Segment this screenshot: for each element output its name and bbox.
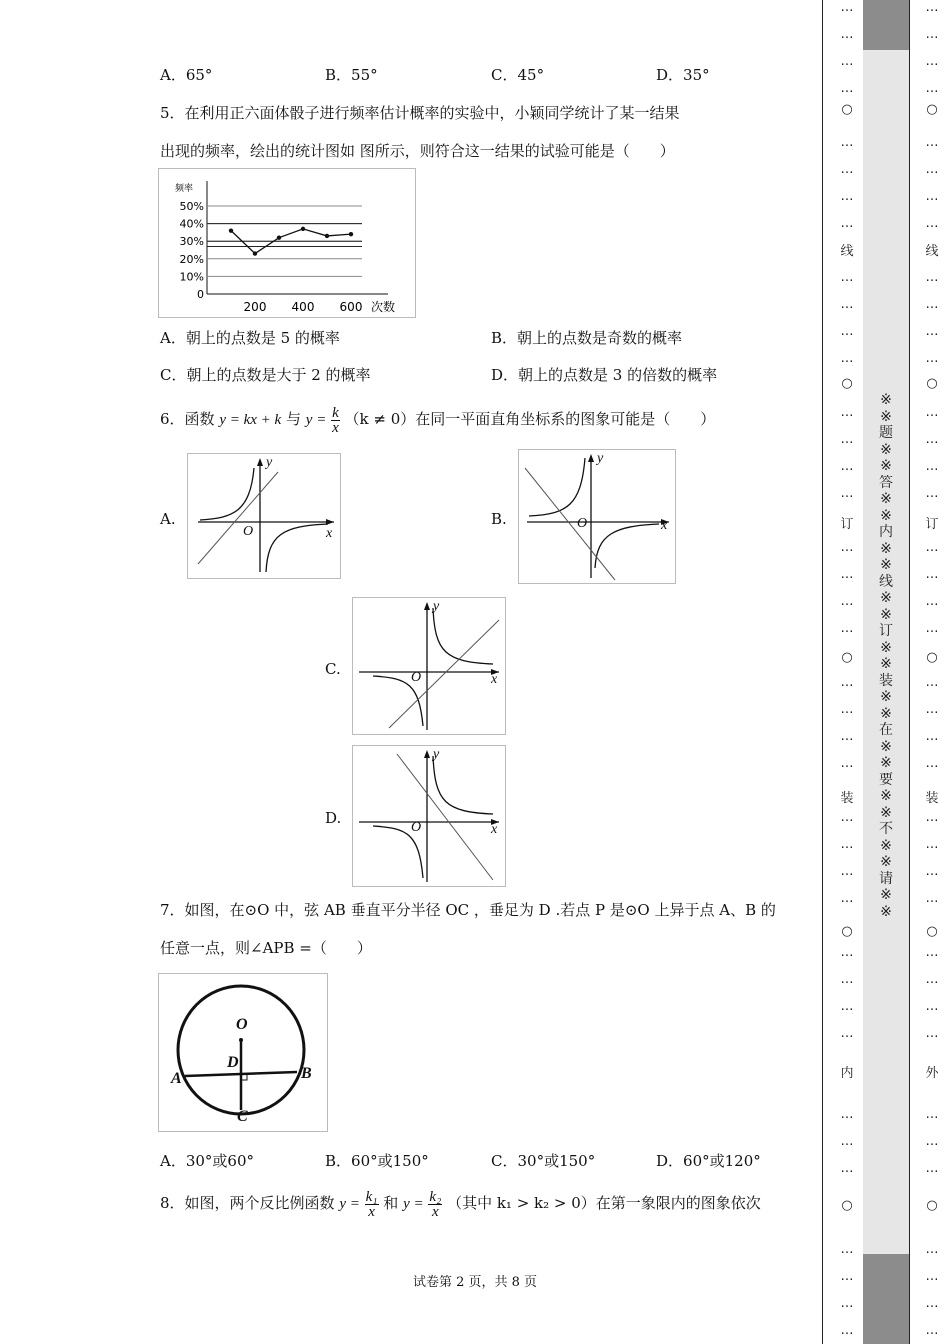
binding-circle-icon: ○ <box>926 376 938 391</box>
chart-y-tick-label: 40% <box>179 217 204 231</box>
q4-option-b: B．55° <box>325 66 378 84</box>
binding-circle-icon: ○ <box>926 1198 938 1213</box>
binding-dots: … <box>925 486 939 501</box>
chart-y-tick-label: 10% <box>179 270 204 284</box>
graph-d-y-label: y <box>433 747 440 762</box>
chart-point <box>277 235 281 239</box>
binding-dots: … <box>925 459 939 474</box>
q5-option-c: C．朝上的点数是大于 2 的概率 <box>160 366 371 384</box>
graph-c-x-label: x <box>491 672 498 687</box>
binding-dots: … <box>840 1269 854 1284</box>
graph-b-y-label: y <box>597 451 604 466</box>
binding-dots: … <box>925 135 939 150</box>
binding-dots: … <box>925 270 939 285</box>
binding-dots: … <box>925 162 939 177</box>
graph-b-x-label: x <box>661 518 668 533</box>
q8-f2-den: x <box>432 1203 439 1220</box>
binding-line-right <box>909 0 910 1344</box>
q5-option-b: B．朝上的点数是奇数的概率 <box>491 329 683 347</box>
binding-dots: … <box>925 621 939 636</box>
q6-fraction-num: k <box>332 404 339 421</box>
binding-dots: … <box>840 459 854 474</box>
binding-dots: … <box>925 432 939 447</box>
q5-stem-line2: 出现的频率，绘出的统计图如 图所示，则符合这一结果的试验可能是（ ） <box>160 142 675 160</box>
binding-dots: … <box>840 756 854 771</box>
q8-prefix: 8．如图，两个反比例函数 <box>160 1194 335 1212</box>
binding-circle-icon: ○ <box>841 650 853 665</box>
binding-dots: … <box>925 1107 939 1122</box>
binding-dots: … <box>925 702 939 717</box>
binding-circle-icon: ○ <box>926 650 938 665</box>
binding-dots: … <box>840 81 854 96</box>
binding-dots: … <box>840 405 854 420</box>
chart-x-tick-label: 200 <box>243 300 267 314</box>
binding-dots: … <box>925 864 939 879</box>
page-footer: 试卷第 2 页，共 8 页 <box>412 1275 538 1290</box>
binding-label: 内 <box>840 1066 854 1081</box>
binding-circle-icon: ○ <box>926 924 938 939</box>
graph-option-c <box>352 597 506 735</box>
graph-d-svg <box>353 746 505 886</box>
q8-and: 和 <box>383 1194 399 1212</box>
q4-option-d: D．35° <box>656 66 710 84</box>
binding-dots: … <box>840 972 854 987</box>
circle-label-d: D <box>227 1054 239 1071</box>
circle-figure <box>158 973 328 1132</box>
binding-dots: … <box>840 1107 854 1122</box>
q7-option-d: D．60°或120° <box>656 1152 761 1170</box>
binding-dots: … <box>840 540 854 555</box>
binding-dots: … <box>840 945 854 960</box>
binding-dots: … <box>840 594 854 609</box>
binding-dots: … <box>925 540 939 555</box>
chart-point <box>301 227 305 231</box>
binding-dots: … <box>840 432 854 447</box>
q5-option-a: A．朝上的点数是 5 的概率 <box>160 329 340 347</box>
chart-x-axis-label: 次数 <box>371 300 396 314</box>
binding-dots: … <box>840 729 854 744</box>
graph-b-origin: O <box>577 516 588 531</box>
binding-dots: … <box>840 270 854 285</box>
circle-label-o: O <box>236 1016 248 1033</box>
binding-dots: … <box>840 999 854 1014</box>
binding-dots: … <box>925 837 939 852</box>
graph-c-y-label: y <box>433 599 440 614</box>
binding-dots: … <box>840 675 854 690</box>
binding-dots: … <box>925 405 939 420</box>
q8-f1-lhs: y = <box>339 1196 360 1212</box>
binding-label: 装 <box>925 791 939 806</box>
binding-label: 线 <box>840 244 854 259</box>
chart-y-tick-label: 20% <box>179 252 204 266</box>
binding-dots: … <box>840 621 854 636</box>
q5-stem-line1: 5．在利用正六面体骰子进行频率估计概率的实验中，小颖同学统计了某一结果 <box>160 104 680 122</box>
graph-b-svg <box>519 450 675 583</box>
q6-fraction <box>331 406 340 435</box>
q6-label-a: A. <box>160 510 176 528</box>
binding-strip-top-block <box>863 0 909 50</box>
binding-line-left <box>822 0 823 1344</box>
chart-point <box>349 232 353 236</box>
chart-point <box>229 228 233 232</box>
q6-connector: 与 <box>285 410 301 428</box>
binding-label: 订 <box>925 517 939 532</box>
chart-y-axis-label: 频率 <box>175 184 194 194</box>
binding-dots: … <box>840 702 854 717</box>
binding-dots: … <box>840 324 854 339</box>
binding-dots: … <box>925 27 939 42</box>
binding-circle-icon: ○ <box>926 102 938 117</box>
graph-option-d <box>352 745 506 887</box>
binding-dots: … <box>840 1296 854 1311</box>
q8-f2-lhs: y = <box>403 1196 424 1212</box>
binding-circle-icon: ○ <box>841 1198 853 1213</box>
binding-dots: … <box>925 351 939 366</box>
binding-warning: ※※题※※答※※内※※线※※订※※装※※在※※要※※不※※请※※ <box>879 392 893 920</box>
binding-dots: … <box>925 756 939 771</box>
binding-dots: … <box>840 810 854 825</box>
binding-dots: … <box>840 891 854 906</box>
binding-dots: … <box>840 1134 854 1149</box>
binding-dots: … <box>840 216 854 231</box>
q8-fraction-2 <box>428 1190 442 1219</box>
circle-label-c: C <box>237 1108 248 1125</box>
q6-suffix: 在同一平面直角坐标系的图象可能是（ ） <box>415 410 716 428</box>
binding-dots: … <box>925 567 939 582</box>
binding-dots: … <box>925 297 939 312</box>
q7-stem-line1: 7．如图，在⊙O 中，弦 AB 垂直平分半径 OC ，垂足为 D .若点 P 是⊙O 上异于点 A、B 的 <box>160 901 776 919</box>
chart-y-tick-label: 50% <box>179 200 204 213</box>
binding-circle-icon: ○ <box>841 924 853 939</box>
graph-option-b <box>518 449 676 584</box>
binding-dots: … <box>840 567 854 582</box>
binding-dots: … <box>925 1296 939 1311</box>
q8-fraction-1 <box>365 1190 379 1219</box>
binding-label: 装 <box>840 791 854 806</box>
q6-formula-linear: y = kx + k <box>219 412 282 428</box>
q7-option-a: A．30°或60° <box>160 1152 255 1170</box>
q5-option-d: D．朝上的点数是 3 的倍数的概率 <box>491 366 718 384</box>
binding-dots: … <box>925 216 939 231</box>
binding-dots: … <box>840 135 854 150</box>
chart-x-tick-label: 400 <box>291 300 315 314</box>
binding-dots: … <box>840 1026 854 1041</box>
binding-dots: … <box>925 999 939 1014</box>
binding-dots: … <box>925 594 939 609</box>
binding-dots: … <box>925 1134 939 1149</box>
q4-option-a: A．65° <box>160 66 213 84</box>
binding-dots: … <box>925 324 939 339</box>
binding-dots: … <box>925 1161 939 1176</box>
circle-label-a: A <box>171 1070 182 1087</box>
q6-fraction-den: x <box>332 419 339 436</box>
chart-point <box>253 251 257 255</box>
binding-dots: … <box>925 972 939 987</box>
binding-dots: … <box>840 54 854 69</box>
binding-dots: … <box>925 729 939 744</box>
q7-option-c: C．30°或150° <box>491 1152 596 1170</box>
q6-label-d: D. <box>325 809 342 827</box>
binding-dots: … <box>925 810 939 825</box>
q7-stem-line2: 任意一点，则∠APB =（ ） <box>160 939 372 957</box>
q6-stem <box>160 402 715 436</box>
graph-d-origin: O <box>411 820 422 835</box>
binding-dots: … <box>925 1026 939 1041</box>
binding-label: 线 <box>925 244 939 259</box>
q8-suffix: （其中 k₁ > k₂ > 0）在第一象限内的图象依次 <box>447 1194 761 1212</box>
q7-option-b: B．60°或150° <box>325 1152 429 1170</box>
q6-label-b: B. <box>491 510 507 528</box>
q8-f1-den: x <box>368 1203 375 1220</box>
binding-dots: … <box>840 27 854 42</box>
frequency-chart <box>158 168 416 318</box>
binding-dots: … <box>840 864 854 879</box>
q4-option-c: C．45° <box>491 66 545 84</box>
binding-dots: … <box>925 1242 939 1257</box>
chart-y-tick-label: 0 <box>197 288 204 301</box>
binding-dots: … <box>925 891 939 906</box>
binding-dots: … <box>925 945 939 960</box>
binding-dots: … <box>925 675 939 690</box>
graph-d-x-label: x <box>491 822 498 837</box>
binding-dots: … <box>925 0 939 15</box>
graph-a-y-label: y <box>266 455 273 470</box>
q8-f2-num: k₂ <box>429 1188 442 1205</box>
chart-point <box>325 234 329 238</box>
binding-dots: … <box>925 54 939 69</box>
binding-dots: … <box>840 162 854 177</box>
graph-c-svg <box>353 598 505 734</box>
binding-label: 订 <box>840 517 854 532</box>
binding-dots: … <box>840 351 854 366</box>
binding-dots: … <box>840 1242 854 1257</box>
binding-circle-icon: ○ <box>841 376 853 391</box>
binding-dots: … <box>840 297 854 312</box>
binding-dots: … <box>840 1161 854 1176</box>
q6-condition: （k ≠ 0） <box>344 410 416 428</box>
binding-dots: … <box>925 189 939 204</box>
graph-option-a <box>187 453 341 579</box>
graph-a-origin: O <box>243 524 254 539</box>
binding-circle-icon: ○ <box>841 102 853 117</box>
binding-dots: … <box>925 1269 939 1284</box>
graph-a-svg <box>188 454 340 578</box>
binding-dots: … <box>925 1323 939 1338</box>
binding-strip-bottom-block <box>863 1254 909 1344</box>
binding-label: 外 <box>925 1066 939 1081</box>
q6-prefix: 6．函数 <box>160 410 215 428</box>
chart-y-tick-label: 30% <box>179 235 204 249</box>
q6-label-c: C. <box>325 660 341 678</box>
binding-dots: … <box>840 837 854 852</box>
frequency-chart-svg <box>159 169 415 317</box>
binding-dots: … <box>840 189 854 204</box>
binding-dots: … <box>925 81 939 96</box>
chart-x-tick-label: 600 <box>339 300 363 314</box>
binding-dots: … <box>840 486 854 501</box>
q8-f1-num: k₁ <box>365 1188 378 1205</box>
q8-stem <box>160 1186 761 1220</box>
q6-formula-inverse-lhs: y = <box>305 412 327 428</box>
graph-a-x-label: x <box>326 526 333 541</box>
circle-label-b: B <box>301 1065 312 1082</box>
binding-dots: … <box>840 0 854 15</box>
binding-dots: … <box>840 1323 854 1338</box>
graph-c-origin: O <box>411 670 422 685</box>
